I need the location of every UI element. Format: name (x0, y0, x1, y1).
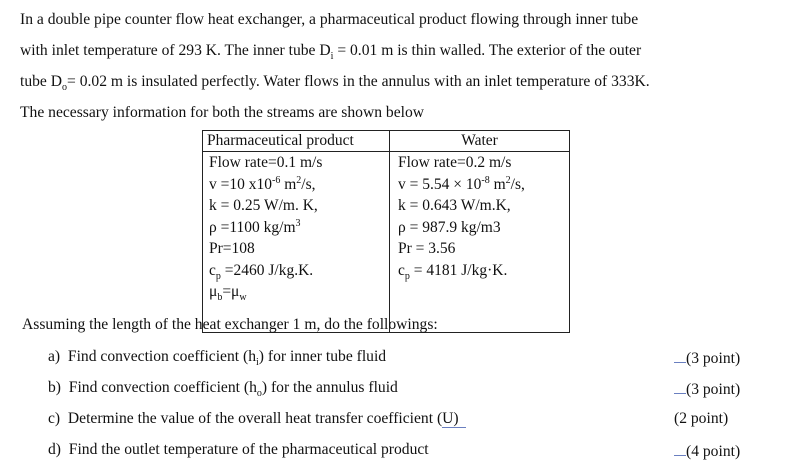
statement-line-3: tube $D_o= 0.02$ m is insulated perfectly. Water flows in the annulus with an inlet temperature of 333K. (20, 73, 650, 94)
points-c: (2 point) (674, 410, 729, 427)
statement-line-1: In a double pipe counter flow heat exchanger, a pharmaceutical product flowing through inner tube (20, 11, 639, 28)
pharma-cp: $c_p =2460$ J/kg.K. (209, 261, 314, 282)
problem-statement (20, 4, 780, 128)
question-d: d) Find the outlet temperature of the pharmaceutical product (48, 441, 429, 458)
water-density: ρ = 987.9 kg/m3 (398, 218, 501, 236)
header-pharmaceutical: Pharmaceutical product (203, 131, 390, 152)
pharma-prandtl: Pr=108 (209, 240, 255, 257)
pharma-properties (203, 152, 390, 333)
properties-table (202, 130, 570, 333)
water-cp: $c_p = 4181$ J/kg·K. (398, 261, 508, 282)
pharma-viscosity-ratio: $\mu_b=\mu_w$ (209, 283, 247, 304)
water-properties (390, 152, 570, 333)
pharma-viscosity: v =10 $x10^{-6}$ $m^2/s$, (209, 174, 316, 193)
question-a: a) Find convection coefficient $(h_i)$ for inner tube fluid (48, 348, 387, 369)
question-b: b) Find convection coefficient $(h_o)$ for the annulus fluid (48, 379, 398, 400)
water-prandtl: Pr = 3.56 (398, 240, 456, 257)
points-underline (674, 348, 686, 363)
points-a: (3 point) (674, 348, 740, 368)
water-viscosity: $v = 5.54 \times 10^{-8}$ $m^2/s$, (398, 174, 525, 193)
points-underline (674, 379, 686, 394)
points-underline (674, 441, 686, 456)
assumption-text: Assuming the length of the heat exchanger 1 m, do the followings: (22, 316, 438, 333)
question-c: c) Determine the value of the overall heat transfer coefficient (U) (48, 410, 466, 428)
statement-line-2: with inlet temperature of 293 K. The inner tube $D_i = 0.01$ m is thin walled. The exterior of the outer (20, 42, 642, 63)
pharma-flow: Flow rate=0.1 m/s (209, 154, 323, 171)
water-flow: Flow rate=0.2 m/s (398, 154, 512, 171)
points-b: (3 point) (674, 379, 740, 399)
pharma-density: ρ =1100 $kg/m^3$ (209, 217, 301, 236)
pharma-conductivity: k = 0.25 W/m. K, (209, 197, 318, 214)
statement-line-4: The necessary information for both the streams are shown below (20, 104, 425, 121)
header-water: Water (390, 131, 570, 152)
points-d: (4 point) (674, 441, 740, 461)
water-conductivity: k = 0.643 W/m.K, (398, 197, 511, 214)
